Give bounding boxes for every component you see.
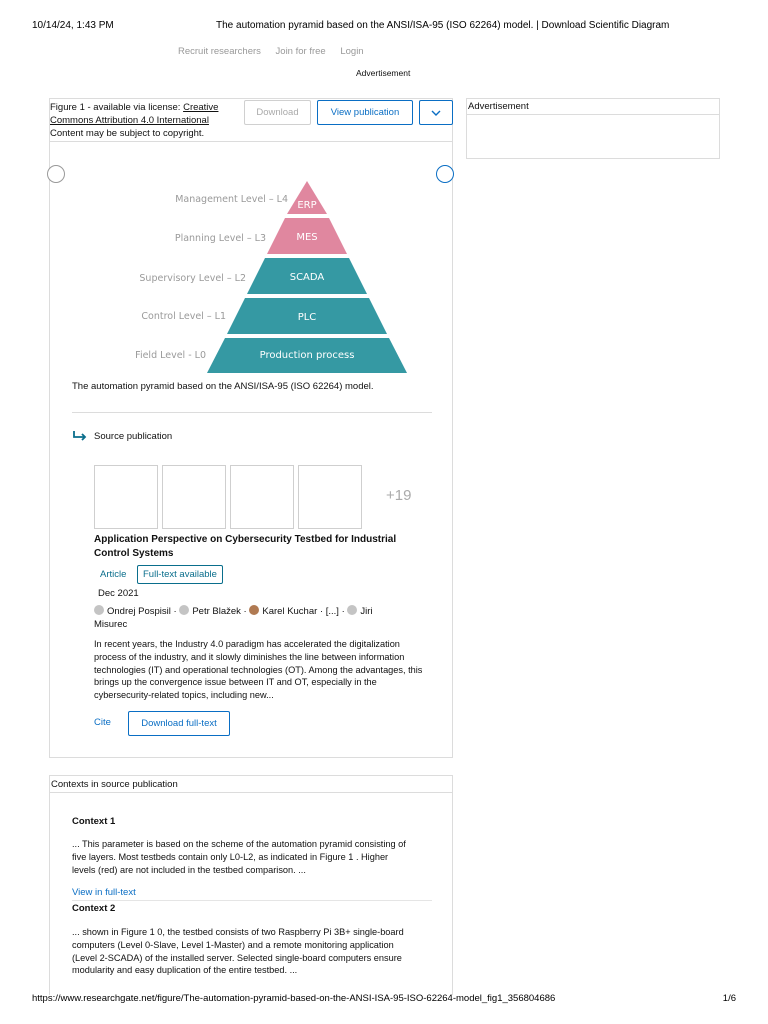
author-name[interactable]: Petr Blažek [192, 606, 241, 617]
author-name-cont[interactable]: Misurec [94, 619, 128, 630]
chevron-down-icon [431, 109, 441, 117]
contexts-header: Contexts in source publication [51, 779, 178, 790]
thumbnail[interactable] [298, 465, 362, 529]
contexts-card [49, 775, 453, 995]
divider [50, 141, 452, 142]
publication-title[interactable]: Application Perspective on Cybersecurity Testbed for Industrial Control Systems [94, 534, 397, 559]
divider [50, 792, 452, 793]
divider [72, 412, 432, 413]
figure-card [49, 98, 453, 758]
source-publication-heading [72, 430, 172, 442]
print-page-title: The automation pyramid based on the ANSI/ISA-95 (ISO 62264) model. | Download Scientific Diagram [216, 20, 670, 31]
figure-caption: The automation pyramid based on the ANSI/ISA-95 (ISO 62264) model. [72, 381, 374, 392]
publication-thumbnails [94, 465, 366, 529]
context-text: ... This parameter is based on the scheme of the automation pyramid consisting of five layers. Most testbeds contain only L0-L2, as indicated in Figure 1 . Higher levels (red) are not included in the testbed comparison. ... [72, 839, 406, 875]
tier-label-mes: MES [296, 232, 318, 243]
level-label-l1: Control Level – L1 [141, 311, 226, 322]
view-publication-button[interactable]: View publication [317, 100, 413, 125]
avatar [347, 605, 357, 615]
author-name[interactable]: Jiri [360, 606, 373, 617]
join-for-free-link[interactable]: Join for free [275, 46, 326, 57]
author-list: Ondrej Pospisil · Petr Blažek · Karel Kuchar · [...] · Jiri Misurec [94, 606, 373, 630]
more-authors[interactable]: [...] [325, 606, 339, 617]
print-datetime: 10/14/24, 1:43 PM [32, 20, 114, 31]
divider [467, 114, 719, 115]
license-prefix: Figure 1 - available via license: [50, 102, 184, 113]
next-figure-button[interactable] [436, 165, 454, 183]
publication-abstract: In recent years, the Industry 4.0 paradigm has accelerated the digitalization process of the industry, and it slowly diminishes the line between information technologies (IT) and operational technologies (OT). Among the advantages, this brings up the convergence issue between IT and OT, especially in the cybersecurity-related topics, including new... [94, 639, 423, 701]
source-publication-label: Source publication [94, 430, 173, 442]
license-link-cont[interactable]: Commons Attribution 4.0 International [50, 115, 209, 126]
license-link[interactable]: Creative [183, 102, 219, 113]
tier-label-production: Production process [259, 350, 355, 361]
more-figures-count[interactable]: +19 [386, 487, 412, 504]
view-in-full-text-link[interactable]: View in full-text [72, 887, 136, 898]
print-url: https://www.researchgate.net/figure/The-automation-pyramid-based-on-the-ANSI-ISA-95-ISO-62264-model_fig1_356804686 [32, 993, 556, 1004]
sidebar-advertisement-label: Advertisement [468, 101, 529, 112]
sidebar-advertisement [466, 98, 720, 159]
license-info [50, 101, 240, 140]
copyright-note: Content may be subject to copyright. [50, 128, 205, 139]
context-title: Context 2 [72, 903, 116, 914]
context-text: ... shown in Figure 1 0, the testbed consists of two Raspberry Pi 3B+ single-board computers (Level 0-Slave, Level 1-Master) and a remote monitoring application (Level 2-SCADA) of the installed server. Selected single-board computers ensure modularity and easy duplication of the entire testbed. ... [72, 927, 404, 976]
publication-date: Dec 2021 [98, 588, 139, 599]
return-arrow-icon [72, 430, 88, 442]
download-button[interactable]: Download [244, 100, 311, 125]
article-type-badge: Article [100, 569, 127, 580]
fulltext-available-badge: Full-text available [137, 565, 223, 584]
tier-label-erp: ERP [297, 200, 317, 211]
thumbnail[interactable] [230, 465, 294, 529]
cite-button[interactable]: Cite [94, 717, 111, 728]
avatar [94, 605, 104, 615]
print-page-number: 1/6 [722, 993, 736, 1004]
avatar [249, 605, 259, 615]
more-options-button[interactable] [419, 100, 453, 125]
author-name[interactable]: Karel Kuchar [262, 606, 318, 617]
prev-figure-button[interactable] [47, 165, 65, 183]
context-title: Context 1 [72, 816, 116, 827]
avatar [179, 605, 189, 615]
download-full-text-button[interactable]: Download full-text [128, 711, 230, 736]
level-label-l2: Supervisory Level – L2 [139, 273, 246, 284]
recruit-researchers-link[interactable]: Recruit researchers [178, 46, 261, 57]
tier-label-plc: PLC [297, 312, 317, 323]
automation-pyramid [120, 181, 420, 376]
level-label-l3: Planning Level – L3 [174, 233, 266, 244]
level-label-l4: Management Level – L4 [175, 194, 288, 205]
thumbnail[interactable] [94, 465, 158, 529]
thumbnail[interactable] [162, 465, 226, 529]
level-label-l0: Field Level - L0 [135, 350, 206, 361]
print-header [32, 20, 736, 34]
author-name[interactable]: Ondrej Pospisil [107, 606, 171, 617]
divider [72, 900, 432, 901]
advertisement-label: Advertisement [356, 68, 411, 78]
login-link[interactable]: Login [340, 46, 364, 57]
tier-label-scada: SCADA [289, 272, 325, 283]
top-nav [178, 46, 376, 57]
